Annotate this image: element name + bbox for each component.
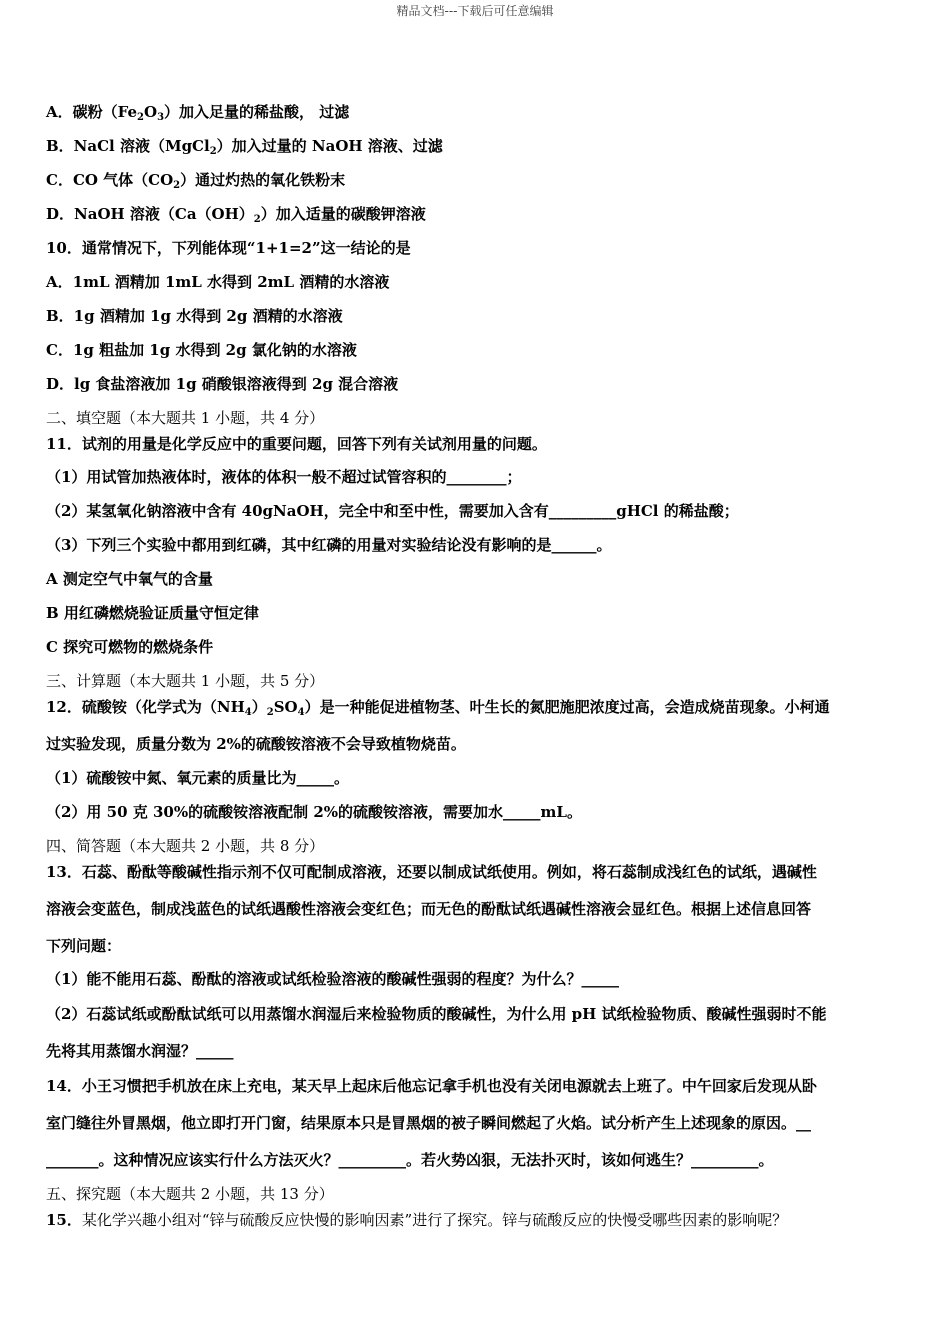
q10-option-b: B．1g 酒精加 1g 水得到 2g 酒精的水溶液: [46, 307, 343, 325]
q9-option-b: B．NaCl 溶液（MgCl$_2$）加入过量的 NaOH 溶液、过滤: [46, 137, 443, 157]
q15-stem: 15．某化学兴趣小组对“锌与硫酸反应快慢的影响因素”进行了探究。锌与硫酸反应的快慢受哪些因素的影响呢？: [46, 1211, 788, 1229]
section-title-inquiry: 五、探究题（本大题共 2 小题，共 13 分）: [46, 1185, 334, 1203]
q11-option-c: C 探究可燃物的燃烧条件: [46, 638, 214, 656]
q10-option-d: D．lg 食盐溶液加 1g 硝酸银溶液得到 2g 混合溶液: [46, 375, 399, 393]
q9-option-c: C．CO 气体$(CO_2)$通过灼热的氧化铁粉末: [46, 171, 346, 191]
q10-option-c: C．1g 粗盐加 1g 水得到 2g 氯化钠的水溶液: [46, 341, 357, 359]
q14-line-1: 14．小王习惯把手机放在床上充电，某天早上起床后他忘记拿手机也没有关闭电源就去上班了。中午回家后发现从卧: [46, 1077, 817, 1095]
q12-line-2: 过实验发现，质量分数为 2%的硫酸铵溶液不会导致植物烧苗。: [46, 735, 466, 753]
section-title-short-answer: 四、简答题（本大题共 2 小题，共 8 分）: [46, 837, 325, 855]
answer-blank: _________: [548, 502, 617, 520]
section-title-calculation: 三、计算题（本大题共 1 小题，共 5 分）: [46, 672, 325, 690]
answer-blank: ______: [551, 536, 597, 554]
answer-blank: _______: [46, 1151, 99, 1169]
q11-part-2: （2）某氢氧化钠溶液中含有 40gNaOH，完全中和至中性，需要加入含有_________gHCl 的稀盐酸；: [46, 502, 739, 520]
q13-line-2: 溶液会变蓝色，制成浅蓝色的试纸遇酸性溶液会变红色；而无色的酚酞试纸遇碱性溶液会显红色。根据上述信息回答: [46, 900, 812, 918]
q13-part-2-line-1: （2）石蕊试纸或酚酞试纸可以用蒸馏水润湿后来检验物质的酸碱性，为什么用 pH 试纸检验物质、酸碱性强弱时不能: [46, 1005, 827, 1023]
q11-part-3: （3）下列三个实验中都用到红磷，其中红磷的用量对实验结论没有影响的是______。: [46, 536, 612, 554]
q14-line-3: _______。这种情况应该实行什么方法灭火？_________。若火势凶狠，无法扑灭时，该如何逃生？_________。: [46, 1151, 774, 1169]
answer-blank: _____: [296, 769, 334, 787]
answer-blank: ________: [446, 468, 507, 486]
answer-blank: __: [796, 1114, 812, 1132]
q11-option-a: A 测定空气中氧气的含量: [46, 570, 213, 588]
q10-stem: 10．通常情况下，下列能体现“1+1=2”这一结论的是: [46, 239, 411, 257]
q9-option-a: A．碳粉$(Fe_2O_3)$加入足量的稀盐酸， 过滤: [46, 103, 350, 123]
page-header: 精品文档---下载后可任意编辑: [396, 4, 554, 18]
q14-line-2: 室门缝往外冒黑烟，他立即打开门窗，结果原本只是冒黑烟的被子瞬间燃起了火焰。试分析产生上述现象的原因。__: [46, 1114, 812, 1132]
q9-option-d: D．NaOH 溶液$(Ca(OH)_2)$加入适量的碳酸钾溶液: [46, 205, 426, 225]
q13-part-2-line-2: 先将其用蒸馏水润湿？_____: [46, 1042, 234, 1060]
q12-part-1: （1）硫酸铵中氮、氧元素的质量比为_____。: [46, 769, 349, 787]
q11-stem: 11．试剂的用量是化学反应中的重要问题，回答下列有关试剂用量的问题。: [46, 435, 547, 453]
answer-blank: _________: [691, 1151, 759, 1169]
answer-blank: _____: [503, 803, 541, 821]
section-title-fill-in: 二、填空题（本大题共 1 小题，共 4 分）: [46, 409, 325, 427]
q11-option-b: B 用红磷燃烧验证质量守恒定律: [46, 604, 259, 622]
q12-line-1: 12．硫酸铵（化学式为$(NH_4)_2SO_4$）是一种能促进植物茎、叶生长的氮肥施肥浓度过高，会造成烧苗现象。小柯通: [46, 698, 830, 718]
q10-option-a: A．1mL 酒精加 1mL 水得到 2mL 酒精的水溶液: [46, 273, 390, 291]
q13-line-1: 13．石蕊、酚酞等酸碱性指示剂不仅可配制成溶液，还要以制成试纸使用。例如，将石蕊制成浅红色的试纸，遇碱性: [46, 863, 817, 881]
answer-blank: _____: [581, 970, 619, 988]
q11-part-1: （1）用试管加热液体时，液体的体积一般不超过试管容积的________；: [46, 468, 522, 486]
answer-blank: _________: [338, 1151, 407, 1169]
q13-line-3: 下列问题：: [46, 937, 122, 955]
answer-blank: _____: [196, 1042, 234, 1060]
q13-part-1: （1）能不能用石蕊、酚酞的溶液或试纸检验溶液的酸碱性强弱的程度？为什么？_____: [46, 970, 619, 988]
q12-part-2: （2）用 50 克 30%的硫酸铵溶液配制 2%的硫酸铵溶液，需要加水_____mL。: [46, 803, 582, 821]
